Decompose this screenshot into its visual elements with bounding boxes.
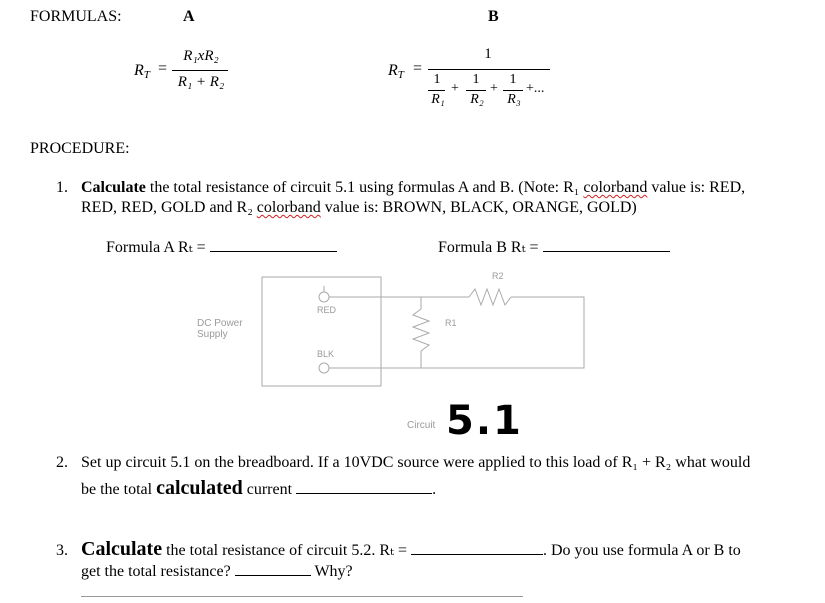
formula-b-lhs: RT [388, 62, 404, 81]
formula-b-term1-num: 1 [433, 72, 441, 87]
formula-a-denominator: R₁ + R₂ [177, 74, 225, 90]
resistor-r1 [413, 309, 429, 351]
red-label: RED [317, 305, 337, 315]
step1-bold: Calculate [81, 179, 146, 196]
r2-label: R2 [492, 271, 504, 281]
formulas-label: FORMULAS: [30, 8, 122, 25]
formula-a-numerator: R₁xR₂ [183, 48, 219, 64]
circuit-caption: Circuit [407, 420, 436, 431]
step1-line1: Calculate the total resistance of circuit 5.1 using formulas A and B. (Note: R₁ colorband value is: RED, [81, 179, 746, 196]
formula-a-lhs: RT [134, 62, 150, 81]
step3-number: 3. [56, 542, 68, 559]
formula-b-tail: +... [526, 81, 545, 96]
formula-b-term2-num: 1 [472, 72, 480, 87]
step3-line2: get the total resistance? Why? [81, 563, 353, 580]
supply-label: Supply [197, 329, 228, 340]
step2-line2: be the total calculated current . [81, 477, 437, 499]
step1-number: 1. [56, 179, 68, 196]
current-answer-blank[interactable] [296, 493, 432, 494]
formula-b-answer-label: Formula B Rₜ = [438, 237, 670, 257]
black-terminal [319, 363, 329, 373]
step2-line1: Set up circuit 5.1 on the breadboard. If a 10VDC source were applied to this load of R₁ + R₂ what would [81, 454, 751, 471]
blk-label: BLK [317, 349, 335, 359]
step2-number: 2. [56, 454, 68, 471]
circuit-number-handwritten: 5.1 [446, 398, 523, 444]
formula-b-numerator: 1 [484, 46, 492, 62]
formula-a-equals: = [158, 60, 168, 77]
formula-b-term3-den: R₃ [507, 92, 521, 107]
colorband-word-1: colorband [583, 179, 648, 196]
calculated-word: calculated [156, 477, 243, 499]
colorband-word-2: colorband [256, 199, 321, 216]
red-terminal [319, 292, 329, 302]
rt-answer-blank[interactable] [411, 554, 543, 555]
formula-b-equals: = [413, 60, 423, 77]
resistor-r2 [469, 289, 511, 305]
column-b-label: B [488, 8, 499, 25]
formula-b-term3-num: 1 [509, 72, 517, 87]
formula-b-term2-den: R₂ [470, 92, 484, 107]
column-a-label: A [183, 8, 195, 25]
step1-line2: RED, RED, GOLD and R₂ colorband value is: BROWN, BLACK, ORANGE, GOLD) [81, 199, 637, 216]
formula-b-plus-1: + [451, 81, 459, 96]
formula-b-term1-den: R₁ [431, 92, 445, 107]
formula-b-plus-2: + [490, 81, 498, 96]
why-answer-line[interactable] [81, 596, 523, 597]
step3-line1: Calculate the total resistance of circuit 5.2. Rₜ = . Do you use formula A or B to [81, 538, 741, 560]
formula-choice-blank[interactable] [235, 575, 311, 576]
procedure-label: PROCEDURE: [30, 140, 130, 157]
dc-power-label: DC Power [197, 318, 243, 329]
dc-supply-box [262, 277, 381, 386]
step3-bold: Calculate [81, 538, 163, 560]
formula-a-answer-label: Formula A Rₜ = [106, 237, 337, 257]
r1-label: R1 [445, 318, 457, 328]
